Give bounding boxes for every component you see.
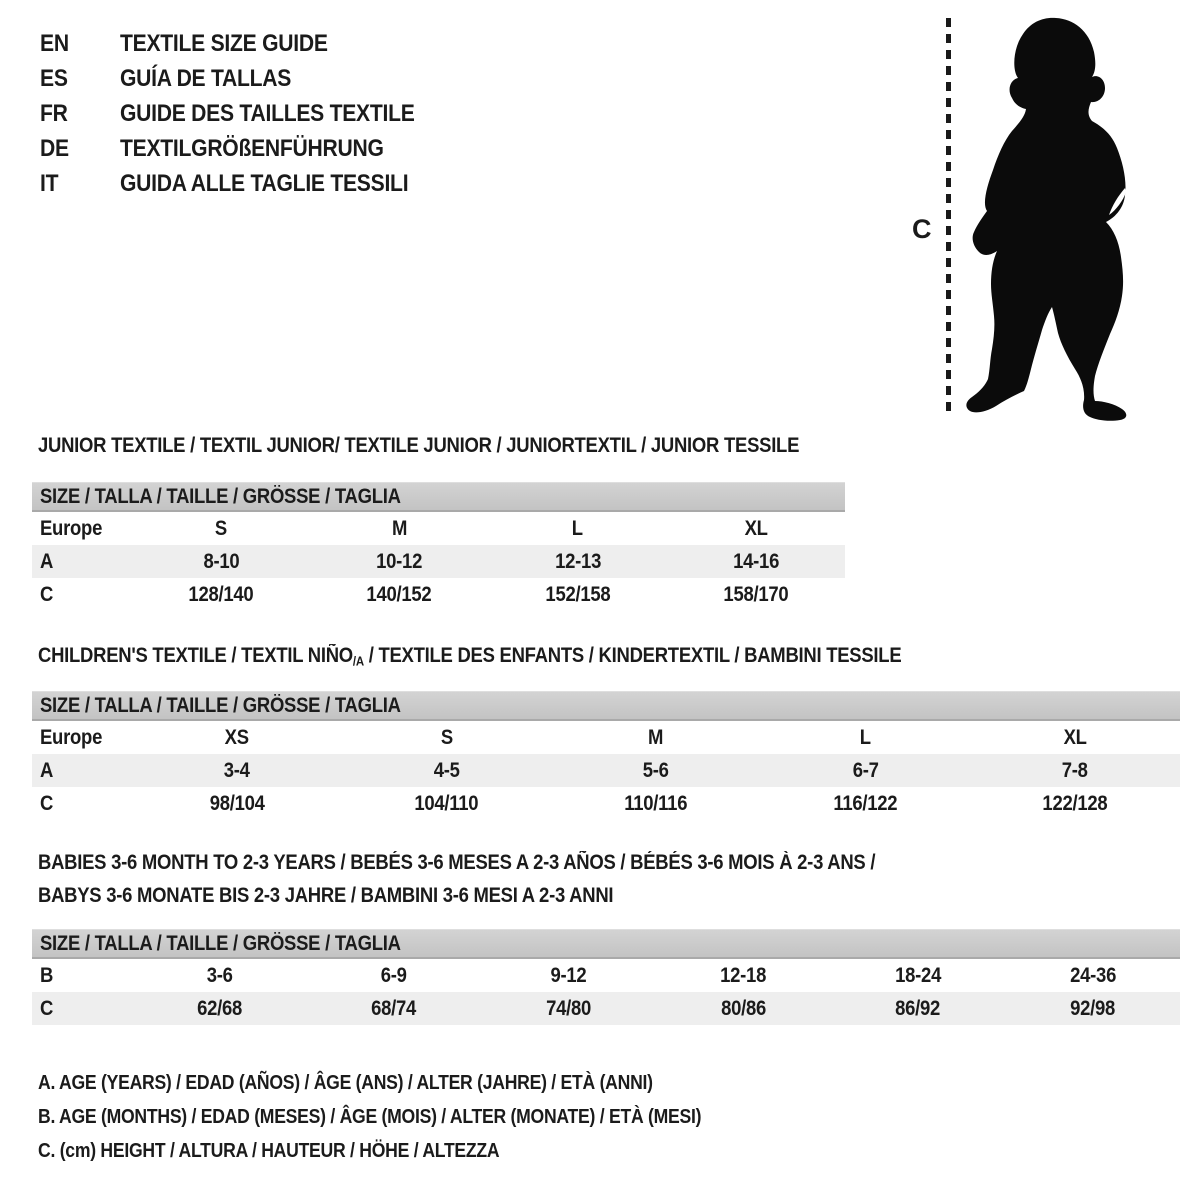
row-label: C xyxy=(40,582,54,606)
lang-code: EN xyxy=(40,29,69,57)
table-row-height xyxy=(32,992,1180,1025)
age-value: 10-12 xyxy=(376,549,423,573)
junior-section-title: JUNIOR TEXTILE / TEXTIL JUNIOR/ TEXTILE JUNIOR / JUNIORTEXTIL / JUNIOR TESSILE xyxy=(38,434,800,457)
babies-section-title-line1: BABIES 3-6 MONTH TO 2-3 YEARS / BEBÉS 3-6 MESES A 2-3 AÑOS / BÉBÉS 3-6 MOIS À 2-3 ANS / xyxy=(38,851,876,874)
guide-title-de: TEXTILGRÖßENFÜHRUNG xyxy=(120,134,384,162)
guide-title-it: GUIDA ALLE TAGLIE TESSILI xyxy=(120,169,409,197)
height-value: 116/122 xyxy=(833,791,898,815)
height-value: 68/74 xyxy=(371,996,417,1020)
height-value: 110/116 xyxy=(624,791,688,815)
months-value: 9-12 xyxy=(550,963,587,987)
babies-size-table xyxy=(32,929,1180,1025)
table-row-height xyxy=(32,787,1180,820)
height-value: 122/128 xyxy=(1042,791,1108,815)
toddler-silhouette xyxy=(963,14,1138,422)
size-value: L xyxy=(860,725,872,749)
age-value: 14-16 xyxy=(732,549,779,573)
table-row-age xyxy=(32,545,845,578)
size-value: M xyxy=(648,725,664,749)
table-row-europe xyxy=(32,721,1180,754)
lang-row-it xyxy=(40,166,455,201)
guide-title-es: GUÍA DE TALLAS xyxy=(120,64,292,92)
age-value: 4-5 xyxy=(433,758,460,782)
months-value: 3-6 xyxy=(206,963,233,987)
months-value: 12-18 xyxy=(720,963,767,987)
row-label: C xyxy=(40,791,54,815)
size-header-bar: SIZE / TALLA / TAILLE / GRÖSSE / TAGLIA xyxy=(32,482,845,512)
age-value: 6-7 xyxy=(852,758,879,782)
table-row-months xyxy=(32,959,1180,992)
height-value: 86/92 xyxy=(895,996,941,1020)
height-value: 158/170 xyxy=(723,582,789,606)
lang-row-en xyxy=(40,26,455,61)
height-value: 128/140 xyxy=(188,582,254,606)
height-value: 62/68 xyxy=(196,996,242,1020)
row-label: A xyxy=(40,549,54,573)
height-value: 98/104 xyxy=(209,791,265,815)
children-size-table xyxy=(32,691,1180,820)
size-value: M xyxy=(391,516,407,540)
age-value: 3-4 xyxy=(223,758,250,782)
size-value: L xyxy=(572,516,584,540)
height-value: 80/86 xyxy=(720,996,766,1020)
height-measure-label: C xyxy=(912,214,932,244)
row-label: Europe xyxy=(40,516,103,540)
legend-age-months: B. AGE (MONTHS) / EDAD (MESES) / ÂGE (MOIS) / ALTER (MONATE) / ETÀ (MESI) xyxy=(38,1106,702,1128)
row-label: A xyxy=(40,758,54,782)
height-value: 152/158 xyxy=(545,582,611,606)
age-value: 12-13 xyxy=(554,549,601,573)
months-value: 18-24 xyxy=(895,963,941,987)
size-value: S xyxy=(440,725,453,749)
lang-code: ES xyxy=(40,64,68,92)
lang-code: IT xyxy=(40,169,59,197)
height-measure-dashed-line xyxy=(946,18,951,414)
age-value: 8-10 xyxy=(203,549,240,573)
lang-row-de xyxy=(40,131,455,166)
size-value: XS xyxy=(224,725,249,749)
language-title-list xyxy=(40,26,455,201)
lang-code: DE xyxy=(40,134,69,162)
row-label: B xyxy=(40,963,54,987)
table-row-height xyxy=(32,578,845,611)
size-value: XL xyxy=(744,516,768,540)
row-label: C xyxy=(40,996,54,1020)
size-header-bar: SIZE / TALLA / TAILLE / GRÖSSE / TAGLIA xyxy=(32,929,1180,959)
row-label: Europe xyxy=(40,725,103,749)
legend-height-cm: C. (cm) HEIGHT / ALTURA / HAUTEUR / HÖHE / ALTEZZA xyxy=(38,1140,500,1162)
children-section-title: CHILDREN'S TEXTILE / TEXTIL NIÑO/A / TEXTILE DES ENFANTS / KINDERTEXTIL / BAMBINI TESSILE xyxy=(38,644,902,669)
lang-row-fr xyxy=(40,96,455,131)
table-row-europe xyxy=(32,512,845,545)
size-value: XL xyxy=(1063,725,1087,749)
size-header-bar: SIZE / TALLA / TAILLE / GRÖSSE / TAGLIA xyxy=(32,691,1180,721)
age-value: 5-6 xyxy=(643,758,669,782)
size-value: S xyxy=(215,516,228,540)
guide-title-fr: GUIDE DES TAILLES TEXTILE xyxy=(120,99,415,127)
height-value: 92/98 xyxy=(1070,996,1116,1020)
age-value: 7-8 xyxy=(1062,758,1089,782)
months-value: 6-9 xyxy=(381,963,407,987)
table-row-age xyxy=(32,754,1180,787)
height-value: 74/80 xyxy=(546,996,592,1020)
babies-section-title-line2: BABYS 3-6 MONATE BIS 2-3 JAHRE / BAMBINI 3-6 MESI A 2-3 ANNI xyxy=(38,884,614,907)
lang-code: FR xyxy=(40,99,68,127)
lang-row-es xyxy=(40,61,455,96)
legend-age-years: A. AGE (YEARS) / EDAD (AÑOS) / ÂGE (ANS) / ALTER (JAHRE) / ETÀ (ANNI) xyxy=(38,1072,653,1094)
guide-title-en: TEXTILE SIZE GUIDE xyxy=(120,29,328,57)
months-value: 24-36 xyxy=(1069,963,1116,987)
junior-size-table xyxy=(32,482,845,611)
height-value: 140/152 xyxy=(366,582,432,606)
height-value: 104/110 xyxy=(414,791,479,815)
